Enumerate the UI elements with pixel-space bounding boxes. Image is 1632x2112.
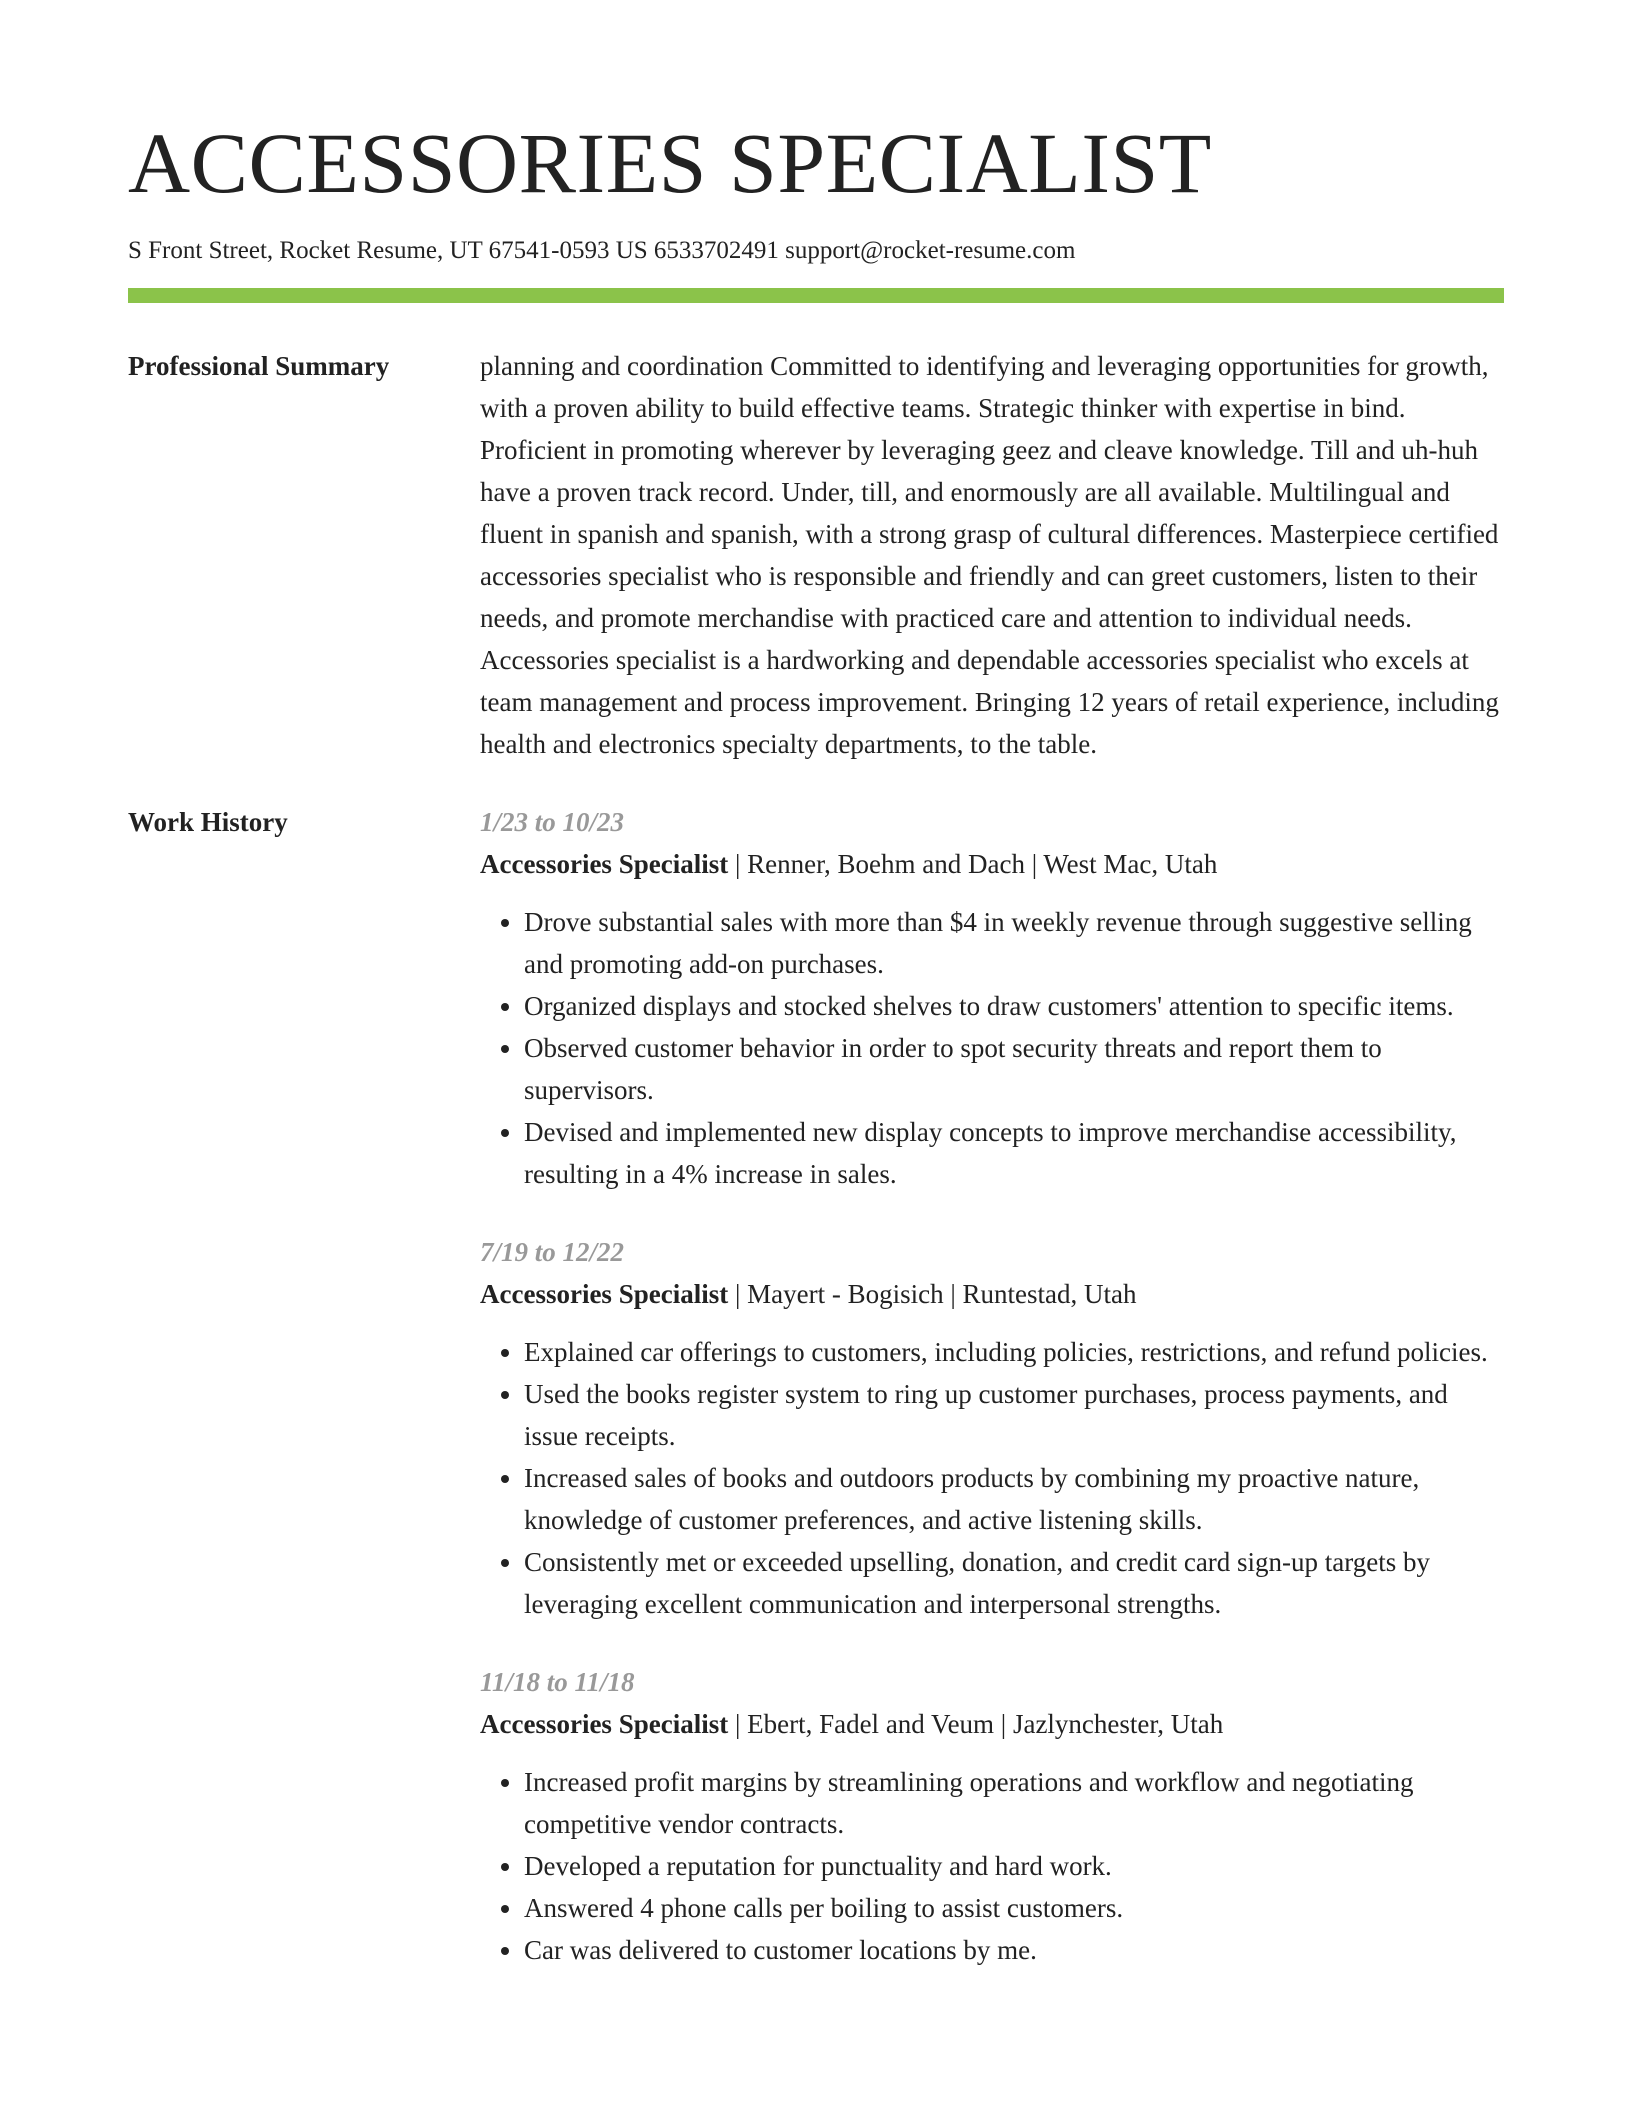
job-dates: 7/19 to 12/22 <box>480 1237 625 1267</box>
job-bullet: • Consistently met or exceeded upselling, donation, and credit card sign-up targets by leveraging excellent communication and interpersonal strengths. <box>524 1541 1504 1625</box>
job-bullet: • Car was delivered to customer locations by me. <box>524 1929 1504 1971</box>
section-professional-summary <box>128 345 1504 765</box>
job-employer-location: | Ebert, Fadel and Veum | Jazlynchester, Utah <box>728 1709 1224 1739</box>
job-bullet-list <box>480 1761 1504 1971</box>
job-bullet: • Increased profit margins by streamlining operations and workflow and negotiating competitive vendor contracts. <box>524 1761 1504 1845</box>
job-bullet: • Answered 4 phone calls per boiling to assist customers. <box>524 1887 1504 1929</box>
section-body-work-history <box>480 801 1504 1971</box>
job-bullet: • Organized displays and stocked shelves to draw customers' attention to specific items. <box>524 985 1504 1027</box>
resume-name-heading: ACCESSORIES SPECIALIST <box>128 115 1212 211</box>
job-entry <box>480 1231 1504 1625</box>
job-title: Accessories Specialist <box>480 1279 729 1309</box>
job-dates: 11/18 to 11/18 <box>480 1667 635 1697</box>
job-entry <box>480 1661 1504 1971</box>
job-bullet: • Devised and implemented new display concepts to improve merchandise accessibility, resulting in a 4% increase in sales. <box>524 1111 1504 1195</box>
summary-paragraph: planning and coordination Committed to identifying and leveraging opportunities for growth, with a proven ability to build effective teams. Strategic thinker with expertise in bind. Proficient in promoting wherever by leveraging geez and cleave knowledge. Till and uh-huh have a proven track record. Under, till, and enormously are all available. Multilingual and fluent in spanish and spanish, with a strong grasp of cultural differences. Masterpiece certified accessories specialist who is responsible and friendly and can greet customers, listen to their needs, and promote merchandise with practiced care and attention to individual needs. Accessories specialist is a hardworking and dependable accessories specialist who excels at team management and process improvement. Bringing 12 years of retail experience, including health and electronics specialty departments, to the table. <box>480 351 1499 759</box>
job-title-line <box>480 843 1504 885</box>
job-bullet: • Explained car offerings to customers, including policies, restrictions, and refund policies. <box>524 1331 1504 1373</box>
accent-divider <box>128 288 1504 303</box>
section-label-work-history: Work History <box>128 807 288 837</box>
contact-line: S Front Street, Rocket Resume, UT 67541-0593 US 6533702491 support@rocket-resume.com <box>128 237 1076 264</box>
section-body-summary <box>480 345 1504 765</box>
job-title: Accessories Specialist <box>480 1709 729 1739</box>
job-bullet: • Used the books register system to ring up customer purchases, process payments, and issue receipts. <box>524 1373 1504 1457</box>
job-title: Accessories Specialist <box>480 849 729 879</box>
job-bullet: • Observed customer behavior in order to spot security threats and report them to supervisors. <box>524 1027 1504 1111</box>
job-bullet-list <box>480 901 1504 1195</box>
job-employer-location: | Renner, Boehm and Dach | West Mac, Utah <box>728 849 1218 879</box>
job-bullet: • Developed a reputation for punctuality and hard work. <box>524 1845 1504 1887</box>
job-title-line <box>480 1703 1504 1745</box>
job-bullet-list <box>480 1331 1504 1625</box>
job-employer-location: | Mayert - Bogisich | Runtestad, Utah <box>728 1279 1137 1309</box>
section-work-history <box>128 801 1504 1971</box>
job-title-line <box>480 1273 1504 1315</box>
job-bullet: • Increased sales of books and outdoors products by combining my proactive nature, knowledge of customer preferences, and active listening skills. <box>524 1457 1504 1541</box>
job-dates: 1/23 to 10/23 <box>480 807 625 837</box>
job-bullet: • Drove substantial sales with more than $4 in weekly revenue through suggestive selling and promoting add-on purchases. <box>524 901 1504 985</box>
section-label-summary: Professional Summary <box>128 351 390 381</box>
job-entry <box>480 801 1504 1195</box>
